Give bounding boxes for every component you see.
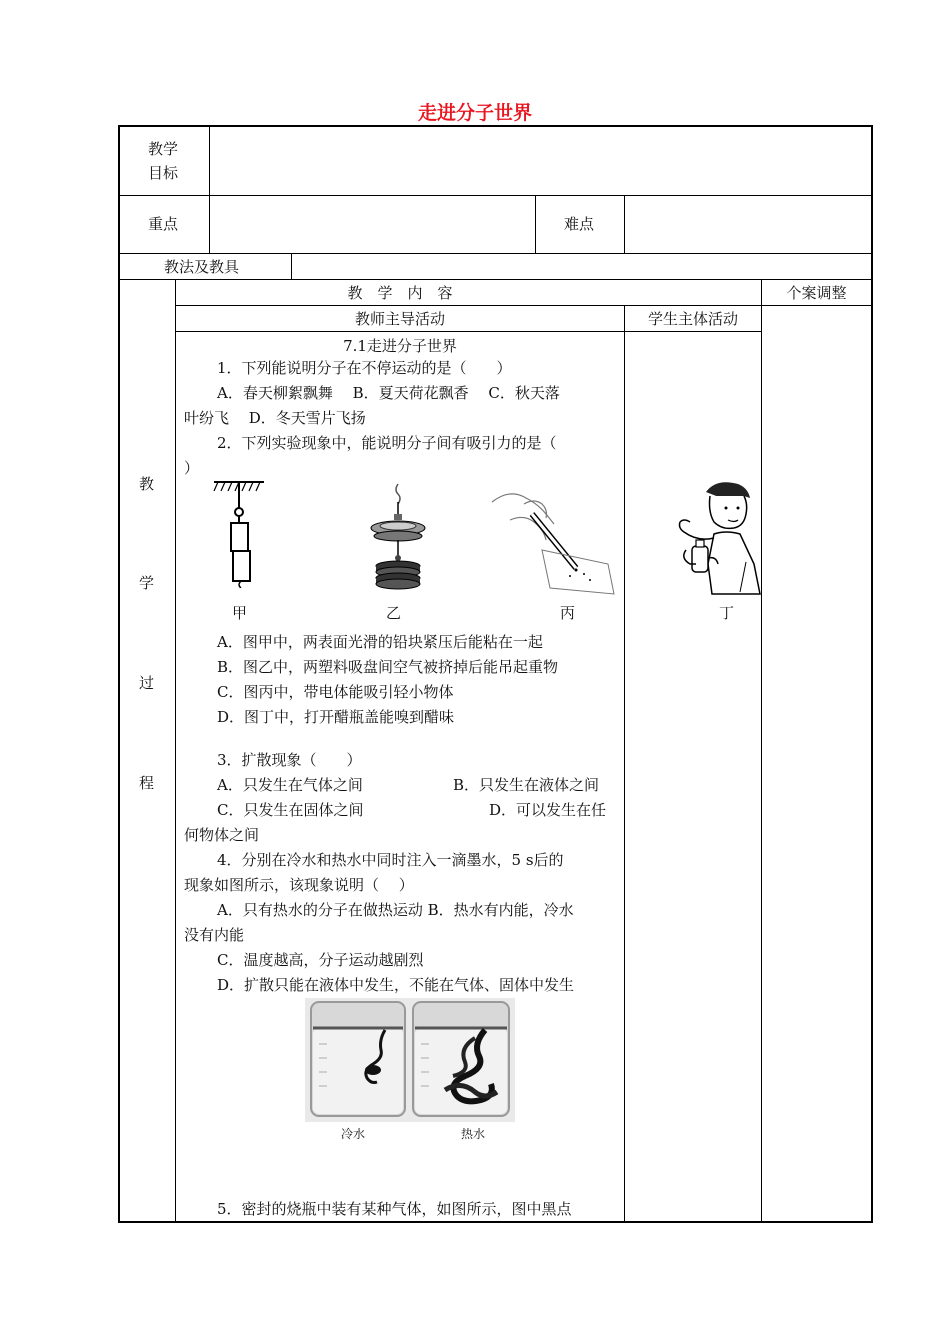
q4-stem-line2: 现象如图所示，该现象说明（ ） — [184, 876, 414, 894]
section-title: 7.1走进分子世界 — [343, 337, 457, 355]
difficulty-label: 难点 — [564, 215, 595, 233]
teacher-header: 教师主导活动 — [354, 310, 445, 328]
content-header: 教 学 内 容 — [347, 284, 453, 302]
vinegar-person-figure — [670, 478, 762, 598]
q2-option-b: B．图乙中，两塑料吸盘间空气被挤掉后能吊起重物 — [217, 658, 559, 676]
key-point-label: 重点 — [148, 215, 179, 233]
question-2-options — [184, 630, 616, 730]
suction-cups-figure — [366, 482, 430, 590]
q4-option-c: C．温度越高，分子运动越剧烈 — [217, 951, 424, 969]
q2-option-c: C．图丙中，带电体能吸引轻小物体 — [217, 683, 454, 701]
q1-stem: 1．下列能说明分子在不停运动的是（ ） — [217, 359, 512, 377]
process-label-4: 程 — [139, 774, 155, 792]
q2-stem-line1: 2．下列实验现象中，能说明分子间有吸引力的是（ — [217, 434, 557, 452]
student-header: 学生主体活动 — [647, 310, 738, 328]
question-1 — [184, 356, 616, 431]
q4-option-d: D．扩散只能在液体中发生，不能在气体、固体中发生 — [217, 976, 575, 994]
q5-stem-line1: 5．密封的烧瓶中装有某种气体，如图所示，图中黑点 — [217, 1200, 572, 1218]
q1-options-line1: A．春天柳絮飘舞 B．夏天荷花飘香 C．秋天落 — [217, 384, 560, 402]
q4-stem-line1: 4．分别在冷水和热水中同时注入一滴墨水，5 s后的 — [217, 851, 564, 869]
process-label-2: 学 — [139, 574, 155, 592]
q3-option-b: B．只发生在液体之间 — [453, 776, 600, 794]
q3-option-c: C．只发生在固体之间 — [217, 801, 364, 819]
q3-option-d: D．可以发生在任 — [489, 801, 607, 819]
q2-stem-line2: ） — [184, 459, 200, 477]
q2-option-a: A．图甲中，两表面光滑的铅块紧压后能粘在一起 — [217, 633, 543, 651]
fig-label-bing: 丙 — [560, 604, 576, 622]
ink-diffusion-photo — [305, 998, 515, 1122]
q3-option-a: A．只发生在气体之间 — [217, 776, 363, 794]
question-3 — [184, 748, 616, 848]
question-2-stem — [184, 431, 616, 481]
process-label-3: 过 — [139, 674, 155, 692]
q4-options-ab-line2: 没有内能 — [184, 926, 245, 944]
goals-label-line1: 教学 — [148, 140, 179, 158]
adjust-header: 个案调整 — [786, 284, 847, 302]
lead-blocks-figure — [212, 478, 268, 588]
fig-label-hot-water: 热水 — [461, 1127, 486, 1141]
process-label-1: 教 — [139, 475, 155, 493]
fig-label-ding: 丁 — [719, 604, 735, 622]
fig-label-cold-water: 冷水 — [341, 1127, 366, 1141]
fig-label-jia: 甲 — [232, 604, 248, 622]
page-title: 走进分子世界 — [417, 102, 532, 124]
question-4 — [184, 848, 616, 998]
question-5 — [184, 1197, 616, 1222]
q4-options-ab-line1: A．只有热水的分子在做热运动 B．热水有内能，冷水 — [217, 901, 574, 919]
goals-label-line2: 目标 — [148, 164, 179, 182]
q2-option-d: D．图丁中，打开醋瓶盖能嗅到醋味 — [217, 708, 455, 726]
q3-stem: 3．扩散现象（ ） — [217, 751, 362, 769]
charged-rod-figure — [490, 484, 618, 598]
q3-option-d-cont: 何物体之间 — [184, 826, 260, 844]
q1-options-line2: 叶纷飞 D．冬天雪片飞扬 — [184, 409, 366, 427]
fig-label-yi: 乙 — [386, 604, 402, 622]
methods-label: 教法及教具 — [164, 258, 240, 276]
